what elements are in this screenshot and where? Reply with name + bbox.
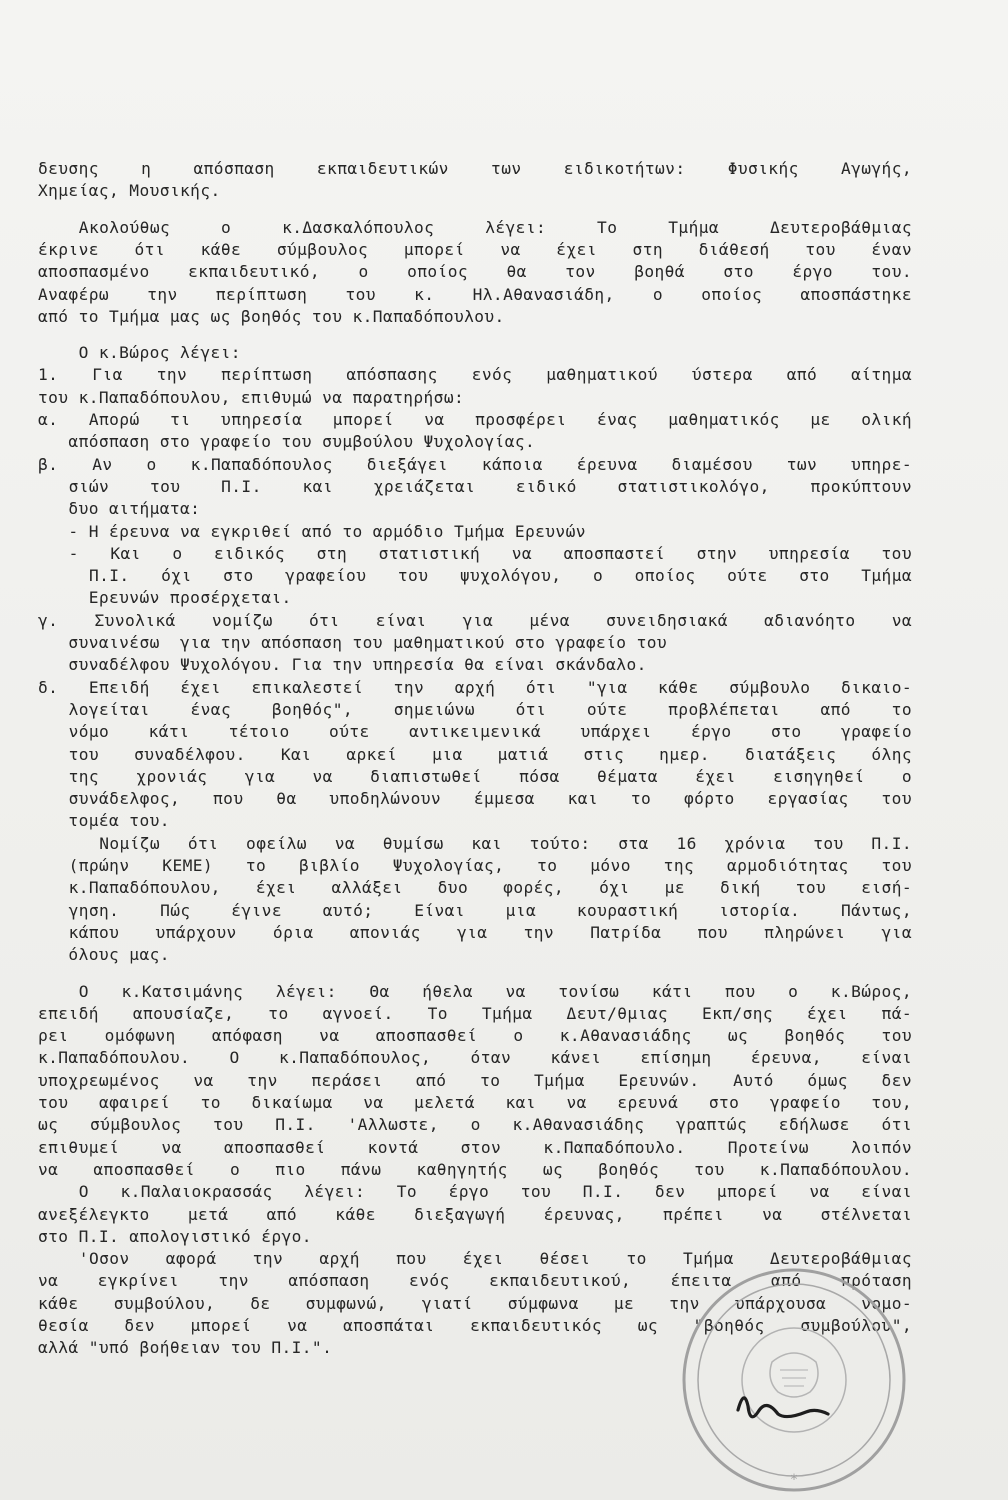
text-line: αλλά "υπό βοήθειαν του Π.Ι.".: [38, 1338, 333, 1358]
official-seal-stamp: [676, 1262, 912, 1498]
text-line: θεσία δεν μπορεί να αποσπάται εκπαιδευτικός ως "βοηθός συμβούλου",: [38, 1316, 912, 1335]
text-line: επιθυμεί να αποσπασθεί κοντά στον κ.Παπαδόπουλο. Προτείνω λοιπόν: [38, 1137, 912, 1157]
svg-text:*: *: [790, 1472, 798, 1488]
text-line: Ακολούθως ο κ.Δασκαλόπουλος λέγει: Το Τμήμα Δευτεροβάθμιας: [78, 217, 912, 237]
text-line: ρει ομόφωνη απόφαση να αποσπασθεί ο κ.Αθανασιάδης ως βοηθός του: [38, 1026, 912, 1046]
text-line: γηση. Πώς έγινε αυτό; Είναι μια κουραστική ιστορία. Πάντως,: [68, 900, 912, 920]
text-line: Ερευνών προσέρχεται.: [38, 588, 292, 608]
text-line: να εγκρίνει την απόσπαση ενός εκπαιδευτικού, έπειτα από πρόταση: [38, 1271, 912, 1291]
text-line: - Και ο ειδικός στη στατιστική να αποσπαστεί στην υπηρεσία του: [68, 543, 912, 563]
text-line: Ο κ.Παλαιοκρασσάς λέγει: Το έργο του Π.Ι. δεν μπορεί να είναι: [78, 1182, 912, 1202]
text-line: υποχρεωμένος να την περάσει από το Τμήμα Ερευνών. Αυτό όμως δεν: [38, 1070, 912, 1090]
text-line: ανεξέλεγκτο μετά από κάθε διεξαγωγή έρευνας, πρέπει να στέλνεται: [38, 1204, 912, 1224]
text-line: στο Π.Ι. απολογιστικό έργο.: [38, 1226, 312, 1246]
text-line: α. Απορώ τι υπηρεσία μπορεί να προσφέρει ένας μαθηματικός με ολική: [38, 410, 912, 429]
text-line: Νομίζω ότι οφείλω να θυμίσω και τούτο: στα 16 χρόνια του Π.Ι.: [99, 833, 912, 853]
text-line: γ. Συνολικά νομίζω ότι είναι για μένα συνειδησιακά αδιανόητο να: [38, 610, 912, 630]
text-line: δ. Επειδή έχει επικαλεστεί την αρχή ότι "για κάθε σύμβουλο δικαιο-: [38, 677, 912, 697]
text-line: ως σύμβουλος του Π.Ι. 'Αλλωστε, ο κ.Αθανασιάδης γραπτώς εδήλωσε ότι: [38, 1115, 912, 1135]
text-line: έκρινε ότι κάθε σύμβουλος μπορεί να έχει στη διάθεσή του έναν: [38, 239, 912, 259]
text-line: σιών του Π.Ι. και χρειάζεται ειδικό στατιστικολόγο, προκύπτουν: [68, 476, 912, 496]
text-line: λογείται ένας βοηθός", σημειώνω ότι ούτε προβλέπεται από το: [68, 699, 912, 719]
text-line: β. Αν ο κ.Παπαδόπουλος διεξάγει κάποια έρευνα διαμέσου των υπηρε-: [38, 454, 912, 474]
text-line: να αποσπασθεί ο πιο πάνω καθηγητής ως βοηθός του κ.Παπαδόπουλου.: [38, 1159, 912, 1179]
text-line: (πρώην ΚΕΜΕ) το βιβλίο Ψυχολογίας, το μόνο της αρμοδιότητας του: [68, 856, 912, 875]
text-line: 'Οσον αφορά την αρχή που έχει θέσει το Τμήμα Δευτεροβάθμιας: [78, 1249, 912, 1269]
text-line: του κ.Παπαδόπουλου, επιθυμώ να παρατηρήσω:: [38, 387, 465, 407]
text-line: συναδέλφου Ψυχολόγου. Για την υπηρεσία θα είναι σκάνδαλο.: [38, 655, 647, 675]
text-line: απόσπαση στο γραφείο του συμβούλου Ψυχολογίας.: [38, 432, 536, 452]
text-line: του συναδέλφου. Και αρκεί μια ματιά στις ημερ. διατάξεις όλης: [68, 744, 912, 764]
text-line: Χημείας, Μουσικής.: [38, 181, 221, 201]
text-line: από το Τμήμα μας ως βοηθός του κ.Παπαδόπουλου.: [38, 306, 505, 326]
text-line: δευσης η απόσπαση εκπαιδευτικών των ειδικοτήτων: Φυσικής Αγωγής,: [38, 159, 912, 178]
text-line: της χρονιάς για να διαπιστωθεί πόσα θέματα έχει εισηγηθεί ο: [68, 766, 912, 786]
text-line: Αναφέρω την περίπτωση του κ. Ηλ.Αθανασιάδη, ο οποίος αποσπάστηκε: [38, 284, 912, 304]
text-line: κ.Παπαδόπουλου, έχει αλλάξει δυο φορές, όχι με δική του εισή-: [68, 878, 912, 898]
text-line: κ.Παπαδόπουλου. Ο κ.Παπαδόπουλος, όταν κάνει επίσημη έρευνα, είναι: [38, 1048, 912, 1068]
text-line: Π.Ι. όχι στο γραφείου του ψυχολόγου, ο οποίος ούτε στο Τμήμα: [89, 566, 912, 586]
text-line: επειδή απουσίαζε, το αγνοεί. Το Τμήμα Δευτ/θμιας Εκπ/σης έχει πά-: [38, 1003, 912, 1023]
text-line: κάπου υπάρχουν όρια απονιάς για την Πατρίδα που πληρώνει για: [68, 922, 912, 942]
text-line: όλους μας.: [38, 945, 170, 965]
text-line: κάθε συμβούλου, δε συμφωνώ, γιατί σύμφωνα με την υπάρχουσα νομο-: [38, 1293, 912, 1313]
text-line: - Η έρευνα να εγκριθεί από το αρμόδιο Τμήμα Ερευνών: [38, 521, 586, 541]
text-line: του αφαιρεί το δικαίωμα να μελετά και να ερευνά στο γραφείο του,: [38, 1093, 912, 1112]
text-line: νόμο κάτι τέτοιο ούτε αντικειμενικά υπάρχει έργο στο γραφείο: [68, 722, 912, 742]
text-line: συνάδελφος, που θα υποδηλώνουν έμμεσα και το φόρτο εργασίας του: [68, 789, 912, 809]
text-line: συναινέσω για την απόσπαση του μαθηματικού στο γραφείο του: [38, 633, 668, 652]
text-line: τομέα του.: [38, 811, 170, 831]
text-line: Ο κ.Κατσιμάνης λέγει: Θα ήθελα να τονίσω κάτι που ο κ.Βώρος,: [78, 981, 912, 1001]
text-line: 1. Για την περίπτωση απόσπασης ενός μαθηματικού ύστερα από αίτημα: [38, 365, 912, 385]
text-line: δυο αιτήματα:: [38, 499, 201, 519]
text-line: αποσπασμένο εκπαιδευτικό, ο οποίος θα τον βοηθά στο έργο του.: [38, 262, 912, 282]
text-line: Ο κ.Βώρος λέγει:: [38, 343, 241, 363]
signature-mark: [738, 1398, 828, 1417]
